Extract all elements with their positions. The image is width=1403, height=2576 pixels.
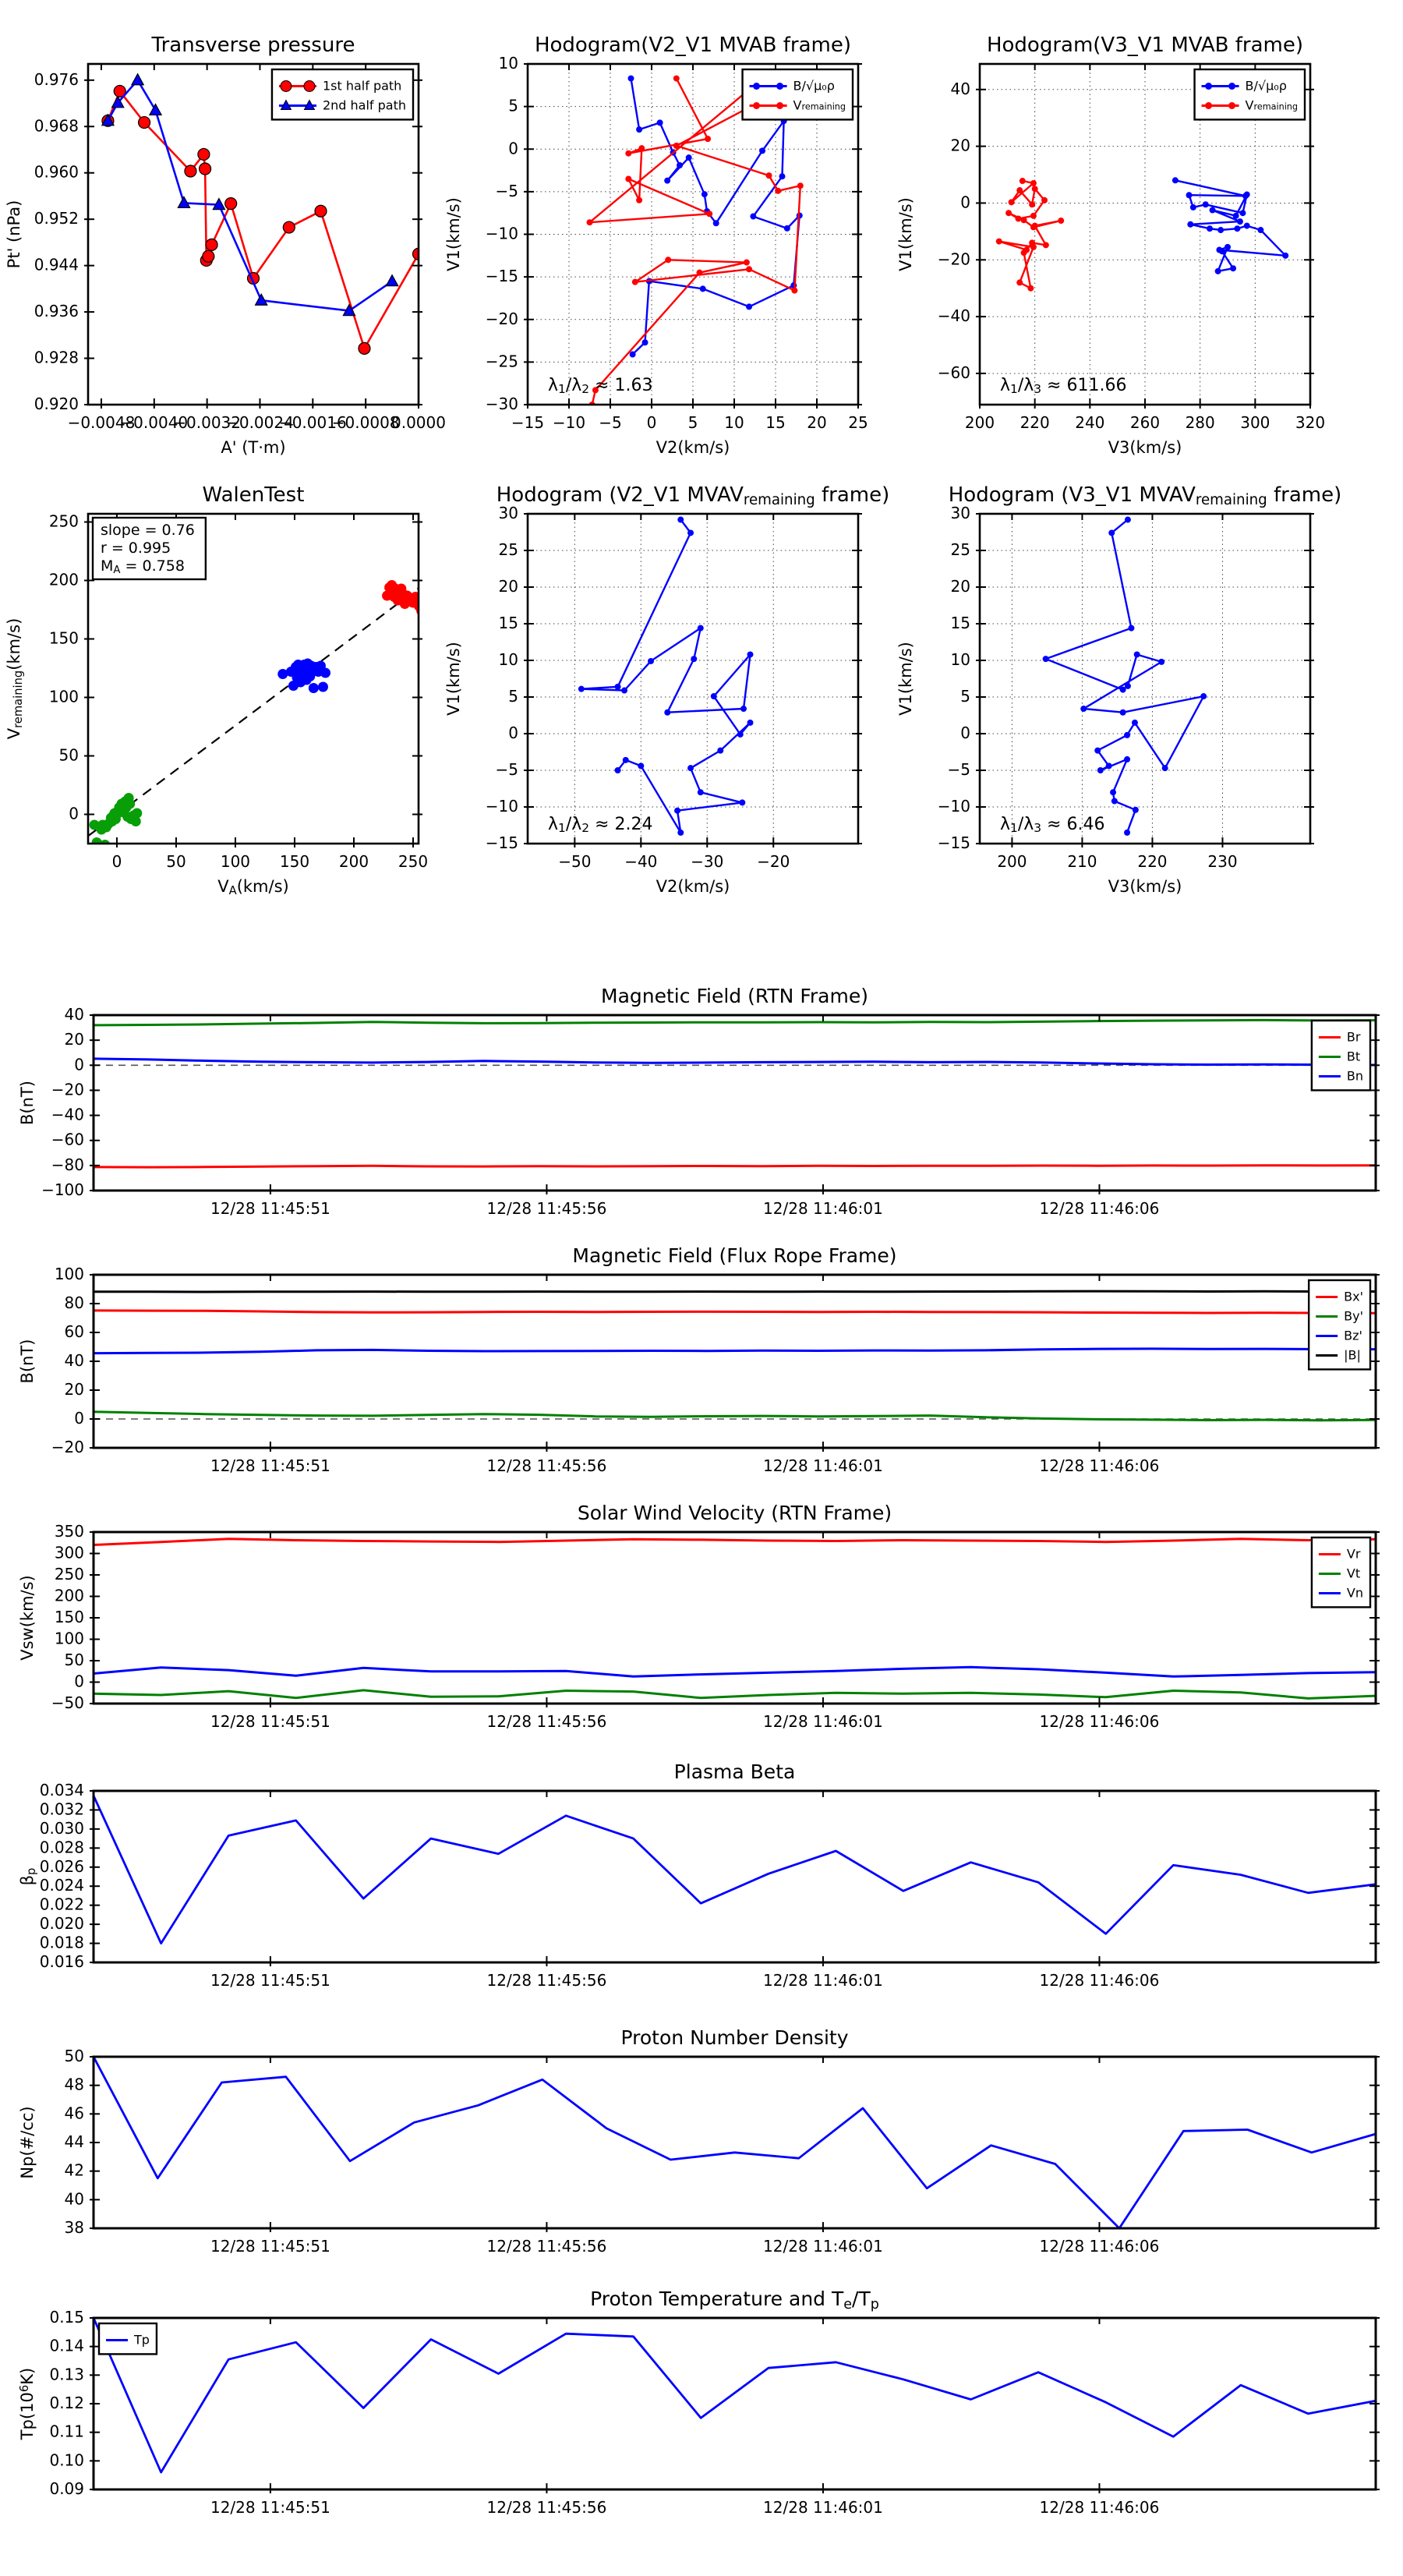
svg-text:40: 40	[64, 1350, 84, 1370]
svg-text:−15: −15	[485, 833, 518, 852]
svg-text:λ1/λ2 ≈ 1.63: λ1/λ2 ≈ 1.63	[548, 376, 653, 397]
svg-text:12/28 11:45:51: 12/28 11:45:51	[210, 1456, 330, 1475]
svg-text:λ1/λ2 ≈ 2.24: λ1/λ2 ≈ 2.24	[548, 815, 653, 836]
svg-text:2nd half path: 2nd half path	[322, 97, 406, 112]
svg-text:0.928: 0.928	[34, 348, 79, 367]
svg-text:0.12: 0.12	[49, 2393, 84, 2412]
svg-text:0.09: 0.09	[49, 2479, 84, 2498]
svg-text:25: 25	[498, 540, 518, 559]
plasma-beta	[18, 1760, 1380, 1990]
magnetic-field-rtn-legend	[1312, 1021, 1370, 1090]
svg-text:0: 0	[111, 852, 122, 871]
solar-wind-velocity-legend	[1312, 1537, 1370, 1607]
svg-text:0: 0	[960, 723, 970, 742]
svg-text:210: 210	[1067, 852, 1097, 871]
svg-text:12/28 11:45:56: 12/28 11:45:56	[486, 2498, 607, 2517]
svg-text:0.034: 0.034	[39, 1780, 84, 1799]
svg-text:−20: −20	[485, 309, 518, 328]
svg-text:0: 0	[69, 804, 79, 823]
proton-temperature-legend	[99, 2323, 157, 2354]
svg-text:42: 42	[64, 2160, 84, 2180]
svg-text:Hodogram (V2_V1 MVAVremaining: Hodogram (V2_V1 MVAVremaining frame)	[496, 483, 890, 508]
svg-text:12/28 11:46:01: 12/28 11:46:01	[763, 1971, 883, 1990]
svg-text:V3(km/s): V3(km/s)	[1108, 877, 1182, 896]
svg-text:1st half path: 1st half path	[322, 78, 402, 93]
svg-text:0.13: 0.13	[49, 2364, 84, 2383]
svg-text:40: 40	[64, 2189, 84, 2208]
svg-text:Hodogram (V3_V1 MVAVremaining: Hodogram (V3_V1 MVAVremaining frame)	[948, 483, 1342, 508]
svg-text:−10: −10	[485, 796, 518, 816]
svg-text:10: 10	[724, 413, 744, 432]
svg-text:Vr: Vr	[1346, 1546, 1361, 1561]
svg-text:300: 300	[1240, 413, 1270, 432]
svg-text:20: 20	[64, 1029, 84, 1049]
svg-text:48: 48	[64, 2075, 84, 2094]
svg-text:−10: −10	[937, 796, 970, 816]
svg-text:Np(#/cc): Np(#/cc)	[18, 2106, 37, 2179]
svg-text:Vremaining(km/s): Vremaining(km/s)	[5, 617, 26, 740]
svg-text:5: 5	[687, 413, 698, 432]
svg-text:0.14: 0.14	[49, 2336, 84, 2355]
svg-text:0: 0	[960, 192, 970, 211]
svg-text:λ1/λ3 ≈ 611.66: λ1/λ3 ≈ 611.66	[1000, 376, 1127, 397]
svg-text:50: 50	[58, 745, 79, 764]
svg-text:150: 150	[54, 1607, 84, 1626]
svg-text:200: 200	[964, 413, 995, 432]
svg-text:Magnetic Field (RTN Frame): Magnetic Field (RTN Frame)	[601, 985, 868, 1007]
svg-text:0.020: 0.020	[39, 1913, 84, 1933]
svg-text:46: 46	[64, 2103, 84, 2122]
svg-text:80: 80	[64, 1293, 84, 1312]
svg-text:−20: −20	[937, 249, 970, 268]
svg-text:−25: −25	[485, 351, 518, 370]
svg-text:−0.0040: −0.0040	[120, 413, 189, 432]
svg-text:−10: −10	[485, 224, 518, 242]
svg-text:0.960: 0.960	[34, 162, 79, 182]
svg-text:0: 0	[508, 138, 518, 157]
svg-text:0: 0	[646, 413, 657, 432]
hodogram-v3v1-mvav	[896, 483, 1341, 896]
svg-text:100: 100	[48, 687, 79, 706]
svg-text:30: 30	[498, 503, 518, 522]
magnetic-field-fluxrope	[18, 1244, 1380, 1475]
svg-text:−0.0024: −0.0024	[226, 413, 294, 432]
svg-text:250: 250	[54, 1564, 84, 1583]
svg-text:260: 260	[1129, 413, 1161, 432]
svg-text:−50: −50	[51, 1693, 84, 1712]
svg-text:40: 40	[64, 1004, 84, 1024]
svg-text:300: 300	[54, 1543, 84, 1562]
svg-text:12/28 11:46:01: 12/28 11:46:01	[763, 1456, 883, 1475]
svg-text:20: 20	[807, 413, 827, 432]
svg-text:10: 10	[950, 649, 970, 669]
svg-text:12/28 11:46:06: 12/28 11:46:06	[1039, 1971, 1160, 1990]
svg-text:Proton Number Density: Proton Number Density	[620, 2026, 849, 2049]
svg-text:Vsw(km/s): Vsw(km/s)	[18, 1575, 37, 1661]
svg-text:−0.0016: −0.0016	[278, 413, 347, 432]
svg-text:By': By'	[1344, 1308, 1363, 1323]
svg-text:20: 20	[950, 576, 970, 596]
svg-text:0: 0	[74, 1408, 84, 1428]
svg-text:−20: −20	[757, 852, 790, 871]
svg-text:V1(km/s): V1(km/s)	[444, 197, 463, 271]
proton-number-density	[18, 2026, 1380, 2256]
proton-temperature	[18, 2288, 1380, 2517]
svg-text:0.952: 0.952	[34, 208, 79, 228]
svg-text:Bn: Bn	[1346, 1068, 1363, 1083]
svg-text:V2(km/s): V2(km/s)	[656, 438, 730, 457]
svg-text:12/28 11:45:51: 12/28 11:45:51	[210, 1712, 330, 1731]
walen-test-stats-box	[93, 518, 206, 579]
svg-text:0: 0	[74, 1672, 84, 1690]
svg-text:0.026: 0.026	[39, 1856, 84, 1876]
transverse-pressure	[5, 34, 446, 457]
svg-text:20: 20	[498, 576, 518, 596]
svg-text:25: 25	[848, 413, 868, 432]
svg-text:−40: −40	[937, 306, 970, 325]
svg-text:150: 150	[279, 852, 310, 871]
svg-text:12/28 11:45:56: 12/28 11:45:56	[486, 1971, 607, 1990]
svg-text:−5: −5	[599, 413, 622, 432]
svg-text:0: 0	[508, 723, 518, 742]
svg-text:100: 100	[220, 852, 251, 871]
svg-text:12/28 11:45:56: 12/28 11:45:56	[486, 1456, 607, 1475]
svg-text:0.024: 0.024	[39, 1875, 84, 1895]
svg-text:λ1/λ3 ≈ 6.46: λ1/λ3 ≈ 6.46	[1000, 815, 1105, 836]
svg-text:−30: −30	[485, 394, 518, 413]
svg-text:12/28 11:46:01: 12/28 11:46:01	[763, 2498, 883, 2517]
svg-text:12/28 11:45:56: 12/28 11:45:56	[486, 2237, 607, 2256]
svg-text:V1(km/s): V1(km/s)	[896, 642, 915, 716]
svg-text:B(nT): B(nT)	[18, 1339, 37, 1384]
svg-text:12/28 11:46:06: 12/28 11:46:06	[1039, 1199, 1160, 1218]
svg-text:−40: −40	[51, 1105, 84, 1124]
svg-text:0.10: 0.10	[49, 2450, 84, 2469]
svg-text:−15: −15	[511, 413, 545, 432]
svg-text:0.018: 0.018	[39, 1933, 84, 1952]
svg-text:V2(km/s): V2(km/s)	[656, 877, 730, 896]
svg-text:5: 5	[960, 686, 970, 706]
svg-text:0.920: 0.920	[34, 394, 79, 413]
svg-text:12/28 11:45:51: 12/28 11:45:51	[210, 2498, 330, 2517]
svg-text:5: 5	[508, 96, 518, 115]
svg-text:12/28 11:45:51: 12/28 11:45:51	[210, 1971, 330, 1990]
svg-text:0.028: 0.028	[39, 1837, 84, 1856]
svg-text:20: 20	[64, 1379, 84, 1399]
svg-text:r = 0.995: r = 0.995	[101, 540, 171, 557]
svg-text:A' (T·m): A' (T·m)	[221, 438, 286, 457]
svg-text:Vn: Vn	[1346, 1585, 1363, 1600]
svg-text:−60: −60	[51, 1130, 84, 1149]
svg-text:200: 200	[54, 1586, 84, 1605]
svg-text:100: 100	[54, 1629, 84, 1647]
svg-text:Bt: Bt	[1346, 1049, 1361, 1063]
svg-text:150: 150	[48, 628, 79, 647]
svg-text:Proton Temperature and Te/Tp: Proton Temperature and Te/Tp	[590, 2288, 879, 2312]
svg-text:15: 15	[765, 413, 786, 432]
svg-text:10: 10	[498, 649, 518, 669]
svg-text:12/28 11:46:01: 12/28 11:46:01	[763, 1712, 883, 1731]
svg-text:−80: −80	[51, 1155, 84, 1174]
svg-text:Bz': Bz'	[1344, 1328, 1362, 1343]
svg-text:Solar Wind Velocity (RTN Frame: Solar Wind Velocity (RTN Frame)	[577, 1502, 892, 1524]
svg-text:25: 25	[950, 540, 970, 559]
hodogram-v3v1-mvab-legend	[1195, 69, 1305, 119]
svg-text:slope = 0.76: slope = 0.76	[101, 522, 195, 539]
magnetic-field-rtn	[18, 985, 1380, 1218]
svg-text:200: 200	[338, 852, 369, 871]
svg-text:B/√μ₀ρ: B/√μ₀ρ	[1245, 78, 1287, 93]
svg-text:12/28 11:45:51: 12/28 11:45:51	[210, 1199, 330, 1218]
svg-text:230: 230	[1207, 852, 1238, 871]
svg-text:Vt: Vt	[1346, 1566, 1361, 1580]
svg-text:240: 240	[1075, 413, 1105, 432]
svg-text:Br: Br	[1346, 1029, 1361, 1044]
svg-text:12/28 11:45:56: 12/28 11:45:56	[486, 1712, 607, 1731]
svg-text:−100: −100	[41, 1180, 84, 1199]
hodogram-v2v1-mvav	[444, 483, 889, 896]
svg-text:−0.0008: −0.0008	[331, 413, 400, 432]
hodogram-v3v1-mvab	[896, 34, 1325, 457]
svg-text:12/28 11:46:01: 12/28 11:46:01	[763, 2237, 883, 2256]
svg-text:−15: −15	[937, 833, 970, 852]
svg-text:50: 50	[64, 2046, 84, 2065]
svg-text:−10: −10	[552, 413, 586, 432]
svg-text:200: 200	[48, 570, 79, 589]
svg-text:280: 280	[1185, 413, 1215, 432]
svg-text:12/28 11:46:06: 12/28 11:46:06	[1039, 2498, 1160, 2517]
svg-text:350: 350	[54, 1521, 84, 1541]
svg-text:Plasma Beta: Plasma Beta	[673, 1760, 796, 1783]
solar-wind-velocity	[18, 1502, 1380, 1731]
svg-text:Hodogram(V3_V1 MVAB frame): Hodogram(V3_V1 MVAB frame)	[986, 34, 1304, 57]
svg-text:12/28 11:45:56: 12/28 11:45:56	[486, 1199, 607, 1218]
svg-text:−15: −15	[485, 266, 518, 285]
svg-text:12/28 11:46:01: 12/28 11:46:01	[763, 1199, 883, 1218]
svg-text:0.030: 0.030	[39, 1818, 84, 1838]
svg-text:Hodogram(V2_V1 MVAB frame): Hodogram(V2_V1 MVAB frame)	[534, 34, 852, 57]
svg-text:0.0000: 0.0000	[391, 413, 446, 432]
hodogram-v2v1-mvab	[444, 34, 868, 457]
svg-text:Transverse pressure: Transverse pressure	[151, 34, 355, 57]
svg-text:40: 40	[950, 79, 970, 98]
svg-text:Vremaining: Vremaining	[793, 97, 846, 112]
svg-text:0.022: 0.022	[39, 1895, 84, 1914]
svg-text:Pt' (nPa): Pt' (nPa)	[5, 200, 23, 269]
svg-text:250: 250	[48, 511, 79, 530]
svg-text:0.016: 0.016	[39, 1951, 84, 1971]
svg-text:12/28 11:46:06: 12/28 11:46:06	[1039, 1712, 1160, 1731]
svg-text:100: 100	[54, 1264, 84, 1283]
walen-test	[5, 483, 428, 897]
svg-text:44: 44	[64, 2132, 84, 2151]
transverse-pressure-legend	[272, 69, 413, 119]
svg-text:0.968: 0.968	[34, 115, 79, 135]
svg-text:5: 5	[508, 686, 518, 706]
svg-text:−20: −20	[51, 1079, 84, 1099]
svg-text:50: 50	[166, 852, 186, 871]
svg-text:Bx': Bx'	[1344, 1289, 1363, 1304]
svg-text:−50: −50	[558, 852, 592, 871]
svg-text:−0.0032: −0.0032	[173, 413, 242, 432]
svg-text:Vremaining: Vremaining	[1245, 97, 1298, 112]
svg-text:250: 250	[398, 852, 429, 871]
svg-text:30: 30	[950, 503, 970, 522]
svg-text:15: 15	[498, 613, 518, 632]
svg-text:15: 15	[950, 613, 970, 632]
svg-text:|B|: |B|	[1344, 1347, 1361, 1362]
svg-text:0.032: 0.032	[39, 1799, 84, 1818]
svg-text:12/28 11:46:06: 12/28 11:46:06	[1039, 2237, 1160, 2256]
svg-text:WalenTest: WalenTest	[202, 483, 305, 507]
svg-text:60: 60	[64, 1322, 84, 1341]
hodogram-v2v1-mvab-legend	[743, 69, 853, 119]
svg-text:MA = 0.758: MA = 0.758	[101, 557, 185, 576]
svg-text:12/28 11:46:06: 12/28 11:46:06	[1039, 1456, 1160, 1475]
svg-text:−5: −5	[495, 181, 518, 200]
svg-text:200: 200	[997, 852, 1027, 871]
svg-text:−60: −60	[937, 363, 970, 382]
svg-text:0.15: 0.15	[49, 2307, 84, 2327]
svg-text:B(nT): B(nT)	[18, 1081, 37, 1125]
svg-text:0.11: 0.11	[49, 2422, 84, 2441]
svg-text:0: 0	[74, 1054, 84, 1074]
svg-text:VA(km/s): VA(km/s)	[217, 877, 289, 898]
svg-text:V3(km/s): V3(km/s)	[1108, 438, 1182, 457]
svg-text:50: 50	[64, 1650, 84, 1669]
svg-text:220: 220	[1020, 413, 1050, 432]
svg-text:12/28 11:45:51: 12/28 11:45:51	[210, 2237, 330, 2256]
svg-text:−40: −40	[624, 852, 658, 871]
svg-text:10: 10	[498, 53, 518, 73]
svg-text:320: 320	[1295, 413, 1326, 432]
svg-text:0.936: 0.936	[34, 301, 79, 320]
magnetic-field-fluxrope-legend	[1309, 1280, 1370, 1369]
svg-text:−5: −5	[947, 759, 970, 779]
svg-text:−5: −5	[495, 759, 518, 779]
svg-text:B/√μ₀ρ: B/√μ₀ρ	[793, 78, 835, 93]
svg-text:Magnetic Field (Flux Rope Fram: Magnetic Field (Flux Rope Frame)	[572, 1244, 897, 1267]
svg-text:Tp: Tp	[134, 2332, 150, 2347]
svg-text:20: 20	[950, 136, 970, 155]
svg-text:Tp(106K): Tp(106K)	[18, 2367, 37, 2440]
svg-text:V1(km/s): V1(km/s)	[896, 197, 915, 271]
svg-text:−30: −30	[691, 852, 724, 871]
svg-text:0.944: 0.944	[34, 255, 79, 274]
svg-text:V1(km/s): V1(km/s)	[444, 642, 463, 716]
svg-text:220: 220	[1137, 852, 1168, 871]
svg-text:38: 38	[64, 2217, 84, 2237]
svg-text:βp: βp	[18, 1867, 39, 1886]
svg-text:0.976: 0.976	[34, 69, 79, 89]
svg-text:−0.0048: −0.0048	[67, 413, 136, 432]
svg-text:−20: −20	[51, 1437, 84, 1456]
